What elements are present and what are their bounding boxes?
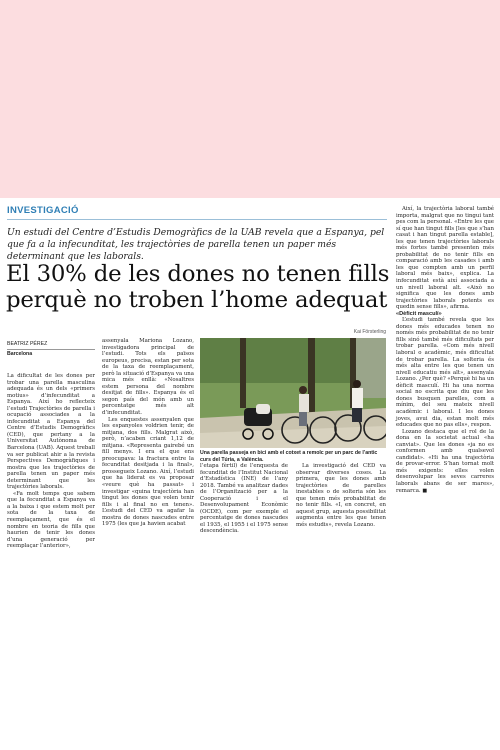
paragraph: La dificultat de les dones per trobar una parella masculina adequada és un dels «primers motius» d’infecunditat a Espanya. Així ho reflecteix l’estudi Trajectòries de parella i ocupació associades a la infecunditat a Espanya del Centre d’Estudis Demogràfics (CED), que pertany a la Universitat Autònoma de Barcelona (UAB). Aquest treball va ser publicat ahir a la revista Perspectives Demogràfiques i mostra que les trajectòries de parella tenen un paper més determinant que les trajectòries laborals.	[7, 373, 95, 491]
newspaper-page	[0, 198, 500, 750]
paragraph: Les enquestes assenyalen que les espanyoles voldrien tenir, de mitjana, dos fills. Malgrat això, però, n’acaben criant 1,12 de mitjana. «Representa gairebé un fill menys. I era el que ens preocupava: la fractura entre la fecunditat desitjada i la final», prossegueix Lozano. Així, l’estudi que ha liderat es va proposar «veure què ha passat» i investigar «quina trajectòria han tingut les dones que volen tenir fills i al final no en tenen». L’estudi del CED va agafar la mostra de dones nascudes entre 1975 (les que ja havien acabat	[102, 416, 194, 528]
byline-location: Barcelona	[7, 351, 33, 357]
photo-credit: Kai Försterling	[353, 329, 386, 335]
paragraph: assenyala Mariona Lozano, investigadora principal de l’estudi. Tots els països europeus, precisa, estan per sota de la taxa de reemplaçament, però la situació d’Espanya va una mica més enllà: «Nosaltres estem persona del nombre desitjat de fills». Espanya és el segon país del món amb un percentatge més alt d’infecunditat.	[102, 338, 194, 417]
byline	[7, 341, 95, 358]
paragraph: L’estudi també revela que les dones més educades tenen no només més probabilitat de no tenir fills sinó també més dificultats per trobar parella. «Com més nivell laboral o acadèmic, més dificultat de trobar parella. La solteria és més alta entre les que tenen un nivell educatiu més alt», assenyala Lozano. ¿Per què? «Perquè hi ha un dèficit masculí. Hi ha una norma social no escrita que diu que les dones busquen parelles, com a mínim, del seu mateix nivell acadèmic i laboral. I les dones joves, avui dia, estan molt més educades que no pas ells», respon.	[396, 317, 494, 429]
paragraph	[396, 429, 494, 494]
paragraph: Així, la trajectòria laboral també importa, malgrat que no tingui tant pes com la personal. «Entre les que sí que han tingut fills [les que s’han casat i han tingut parella estable], les que tenen trajectòries laborals més fortes també presenten més probabilitat de no tenir fills en comparació amb les casades i amb les que compten amb un perfil laboral més baix», explica. La infecunditat està així associada a un nivell laboral alt. «Això no significa que les dones amb trajectòries laborals potents es quedin sense fills», afirma.	[396, 206, 494, 311]
section-divider	[7, 219, 387, 220]
section-label: INVESTIGACIÓ	[7, 205, 79, 216]
article-headline: El 30% de les dones no tenen fills perquè no troben l’home adequat	[6, 261, 390, 313]
article-column-1	[7, 373, 95, 550]
article-photo	[200, 338, 386, 448]
end-mark-icon: ■	[422, 487, 428, 494]
article-lead: Un estudi del Centre d’Estudis Demogràfics de la UAB revela que a Espanya, pel que fa a la infecunditat, les trajectòries de parella tenen un paper més determinant que les laborals.	[7, 227, 385, 262]
byline-author: BEATRIZ PÉREZ	[7, 341, 48, 347]
article-column-4	[296, 463, 386, 528]
subheading: «Dèficit masculí»	[396, 310, 442, 317]
article-column-5	[396, 206, 494, 494]
paragraph: l’etapa fèrtil) de l’enquesta de fecunditat de l’Institut Nacional d’Estadística (INE) de l’any 2018. També va analitzar dades de l’Organització per a la Cooperació i el Desenvolupament Econòmic (OCDE), com per exemple el percentatge de dones nascudes el 1935, el 1955 i el 1975 sense descendència.	[200, 463, 288, 535]
paragraph: «Fa molt temps que sabem que la fecunditat a Espanya va a la baixa i que estem molt per sota de la taxa de reemplaçament, que és el nombre en teoria de fills que haurien de tenir les dones d’una generació per reemplaçar l’anterior»,	[7, 490, 95, 550]
paragraph-text: Lozano destaca que el rol de la dona en la societat actual «ha canviat». Que les dones «ja no es conformen amb qualsevol candidat». «Hi ha una trajectòria de provar-error. S’han tornat molt més exigents: elles volen desenvolupar les seves carreres laborals abans de ser mares», remarca.	[396, 428, 494, 494]
photo-caption: Una parella passeja en bici amb el cotxet a remolc per un parc de l’antic curs del Túria, a València.	[200, 450, 378, 463]
byline-divider	[7, 349, 95, 350]
paragraph: La investigació del CED va observar diverses coses. La primera, que les dones amb trajectòries de parelles inestables o de solteria són les que tenen més probabilitat de no tenir fills. «I, en concret, en aquest grup, aquesta possibilitat augmenta entre les que tenen més estudis», revela Lozano.	[296, 463, 386, 528]
article-column-3	[200, 463, 288, 535]
photo-illustration	[200, 338, 386, 448]
article-column-2	[102, 338, 194, 528]
